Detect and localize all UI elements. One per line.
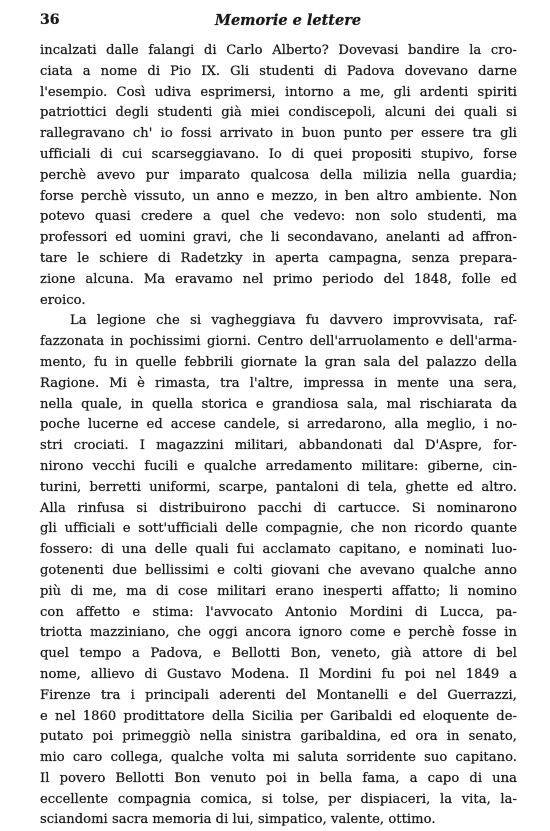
page-header bbox=[40, 12, 516, 32]
text-line: gli ufficiali e sott'ufficiali delle compagnie, che non ricordo quante bbox=[40, 521, 517, 537]
text-line: triotta mazziniano, che oggi ancora ignoro come e perchè fosse in bbox=[40, 625, 517, 641]
text-line: forse perchè vissuto, un anno e mezzo, in ben altro ambiente. Non bbox=[40, 188, 517, 204]
text-line: incalzati dalle falangi di Carlo Alberto? Dovevasi bandire la cro- bbox=[40, 43, 517, 58]
text-line: eroico. bbox=[40, 292, 86, 308]
text-line: e nel 1860 prodittatore della Sicilia per Garibaldi ed eloquente de- bbox=[40, 708, 517, 724]
text-line: sciandomi sacra memoria di lui, simpatico, valente, ottimo. bbox=[40, 812, 436, 828]
text-line: ciata a nome di Pio IX. Gli studenti di Padova dovevano darne bbox=[40, 63, 517, 79]
text-line: turini, berretti uniformi, scarpe, pantaloni di tela, ghette ed altro. bbox=[40, 479, 517, 495]
text-line: più di me, ma di cose militari erano inesperti affatto; li nomino bbox=[40, 583, 517, 599]
text-line: Il povero Bellotti Bon venuto poi in bella fama, a capo di una bbox=[40, 770, 517, 786]
text-line: nirono vecchi fucili e qualche arredamento militare: giberne, cin- bbox=[40, 458, 517, 474]
text-line: mento, fu in quelle febbrili giornate la gran sala del palazzo della bbox=[40, 354, 517, 370]
text-line: fossero: di una delle quali fui acclamato capitano, e nominati luo- bbox=[40, 542, 517, 558]
running-head: Memorie e lettere bbox=[214, 12, 362, 29]
text-line: Alla rinfusa si distribuirono pacchi di cartucce. Si nominarono bbox=[40, 500, 517, 516]
page-number: 36 bbox=[40, 12, 60, 28]
text-line: mio caro collega, qualche volta mi saluta sorridente suo capitano. bbox=[40, 750, 517, 766]
text-line: Firenze tra i principali aderenti del Montanelli e del Guerrazzi, bbox=[40, 687, 517, 703]
text-line: fazzonata in pochissimi giorni. Centro dell'arruolamento e dell'arma- bbox=[40, 334, 517, 350]
text-line: professori ed uomini gravi, che li secondavano, anelanti ad affron- bbox=[40, 230, 517, 246]
text-line: nella quale, in quella storica e grandiosa sala, mal rischiarata da bbox=[40, 396, 517, 412]
text-line: patriottici degli studenti già miei condiscepoli, alcuni dei quali si bbox=[40, 105, 517, 121]
text-line: perchè avevo pur imparato qualcosa della milizia nella guardia; bbox=[40, 167, 517, 183]
text-line: eccellente compagnia comica, si tolse, per dispiaceri, la vita, la- bbox=[40, 791, 517, 807]
text-line: gotenenti due bellissimi e colti giovani che avevano qualche anno bbox=[40, 562, 517, 578]
text-line: zione alcuna. Ma eravamo nel primo periodo del 1848, folle ed bbox=[40, 271, 517, 287]
text-line: tare le schiere di Radetzky in aperta campagna, senza prepara- bbox=[40, 250, 517, 266]
text-line: nome, allievo di Gustavo Modena. Il Mordini fu poi nel 1849 a bbox=[40, 666, 517, 682]
text-line: ufficiali di cui scarseggiavano. Io di quei propositi stupivo, forse bbox=[40, 146, 517, 162]
paragraph-first-line: La legione che si vagheggiava fu davvero improvvisata, raf- bbox=[70, 313, 517, 329]
text-line: rallegravano ch' io fossi arrivato in buon punto per essere tra gli bbox=[40, 126, 517, 142]
text-line: stri crociati. I magazzini militari, abbandonati dal D'Aspre, for- bbox=[40, 438, 517, 454]
text-line: potevo quasi credere a quel che vedevo: non solo studenti, ma bbox=[40, 209, 517, 225]
text-line: l'esempio. Così udiva esprimersi, intorno a me, gli ardenti spiriti bbox=[40, 84, 517, 100]
text-line: quel tempo a Padova, e Bellotti Bon, veneto, già attore di bel bbox=[40, 646, 517, 662]
text-line: con affetto e stima: l'avvocato Antonio Mordini di Lucca, pa- bbox=[40, 604, 517, 620]
text-line: putato poi primeggiò nella sinistra garibaldina, ed ora in senato, bbox=[40, 729, 517, 745]
body-text bbox=[40, 41, 517, 831]
text-line: poche lucerne ed accese candele, si arredarono, alla meglio, i no- bbox=[40, 417, 517, 433]
text-line: Ragione. Mi è rimasta, tra l'altre, impressa in mente una sera, bbox=[40, 375, 517, 391]
